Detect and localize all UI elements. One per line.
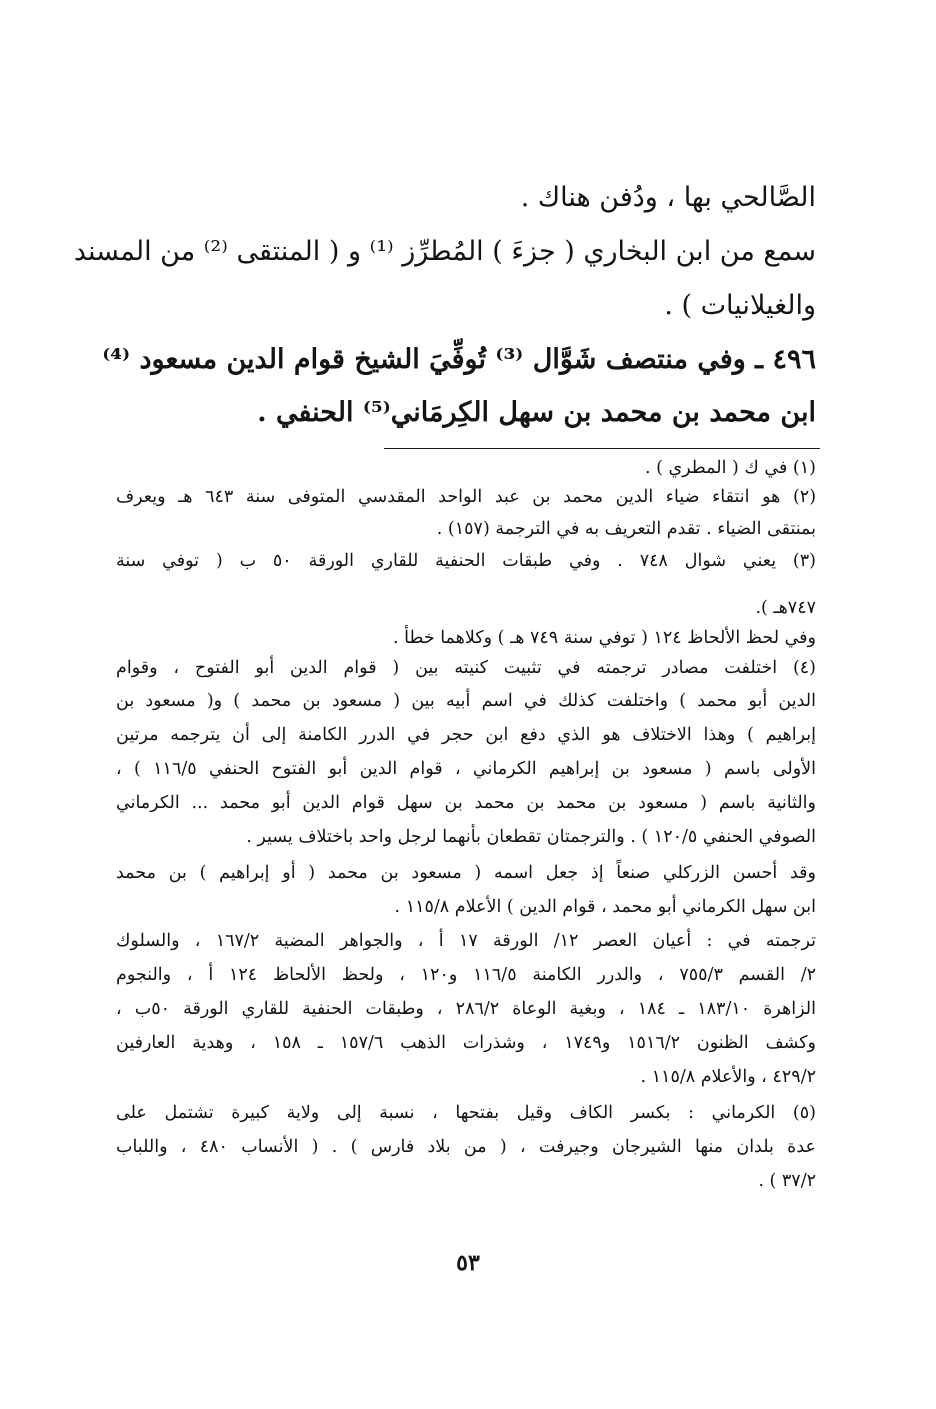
main-text-line-2: سمع من ابن البخاري ( جزءَ ) المُطرِّز ⁽¹⁾ و ( المنتقى ⁽²⁾ من المسند bbox=[73, 236, 816, 267]
footnote-line-6: وفي لحظ الألحاظ ١٢٤ ( توفي سنة ٧٤٩ هـ ) وكلاهما خطأ . bbox=[393, 628, 816, 648]
page-number: ٥٣ bbox=[456, 1250, 480, 1276]
footnote-line-9: إبراهيم ) وهذا الاختلاف هو الذي دفع ابن حجر في الدرر الكامنة إلى أن يترجمه مرتين bbox=[116, 725, 816, 745]
main-text-line-3: والغيلانيات ) . bbox=[664, 290, 816, 321]
footnote-line-15: ترجمته في : أعيان العصر ١٢/ الورقة ١٧ أ ، والجواهر المضية ١٦٧/٢ ، والسلوك bbox=[116, 931, 816, 951]
main-text-line-1: الصَّالحي بها ، ودُفن هناك . bbox=[520, 182, 816, 213]
entry-heading-line: ٤٩٦ ـ وفي منتصف شَوَّال ⁽³⁾ تُوفِّيَ الشيخ قوام الدين مسعود ⁽⁴⁾ bbox=[102, 344, 816, 375]
footnote-line-3: بمنتقى الضياء . تقدم التعريف به في الترجمة (١٥٧) . bbox=[436, 519, 816, 539]
footnote-line-5: ٧٤٧هـ ). bbox=[755, 598, 816, 618]
footnote-line-2: (٢) هو انتقاء ضياء الدين محمد بن عبد الواحد المقدسي المتوفى سنة ٦٤٣ هـ ويعرف bbox=[116, 487, 817, 507]
footnote-line-11: والثانية باسم ( مسعود بن محمد بن محمد بن سهل قوام الدين أبو محمد ... الكرماني bbox=[116, 793, 816, 813]
footnote-line-4: (٣) يعني شوال ٧٤٨ . وفي طبقات الحنفية للقاري الورقة ٥٠ ب ( توفي سنة bbox=[116, 551, 816, 571]
footnote-line-8: الدين أبو محمد ) واختلفت كذلك في اسم أبيه بين ( مسعود بن محمد ) و( مسعود بن bbox=[116, 691, 816, 711]
footnote-line-22: ٣٧/٢ ) . bbox=[758, 1171, 816, 1191]
entry-name-line: ابن محمد بن محمد بن سهل الكِرمَاني⁽⁵⁾ الحنفي . bbox=[257, 397, 816, 428]
footnote-line-18: وكشف الظنون ١٥١٦/٢ و١٧٤٩ ، وشذرات الذهب ١٥٧/٦ ـ ١٥٨ ، وهدية العارفين bbox=[116, 1033, 817, 1053]
footnote-line-19: ٤٢٩/٢ ، والأعلام ١١٥/٨ . bbox=[640, 1067, 816, 1087]
footnote-line-17: الزاهرة ١٨٣/١٠ ـ ١٨٤ ، وبغية الوعاة ٢٨٦/٢ ، وطبقات الحنفية للقاري الورقة ٥٠ب ، bbox=[116, 999, 817, 1019]
footnote-line-10: الأولى باسم ( مسعود بن إبراهيم الكرماني ، قوام الدين أبو الفتوح الحنفي ١١٦/٥ ) ، bbox=[116, 759, 816, 779]
footnote-line-13: وقد أحسن الزركلي صنعاً إذ جعل اسمه ( مسعود بن محمد ( أو إبراهيم ) بن محمد bbox=[116, 863, 816, 883]
footnote-line-1: (١) في ك ( المطري ) . bbox=[644, 458, 816, 478]
footnote-line-12: الصوفي الحنفي ١٢٠/٥ ) . والترجمتان تقطعان بأنهما لرجل واحد باختلاف يسير . bbox=[246, 827, 816, 847]
footnote-line-14: ابن سهل الكرماني أبو محمد ، قوام الدين ) الأعلام ١١٥/٨ . bbox=[394, 897, 816, 917]
footnote-line-21: عدة بلدان منها الشيرجان وجيرفت ، ( من بلاد فارس ) . ( الأنساب ٤٨٠ ، واللباب bbox=[116, 1137, 816, 1157]
footnote-line-20: (٥) الكرماني : بكسر الكاف وقيل بفتحها ، نسبة إلى ولاية كبيرة تشتمل على bbox=[116, 1103, 816, 1123]
footnote-line-16: ٢/ القسم ٧٥٥/٣ ، والدرر الكامنة ١١٦/٥ و١٢٠ ، ولحظ الألحاظ ١٢٤ أ ، والنجوم bbox=[116, 965, 817, 985]
footnote-line-7: (٤) اختلفت مصادر ترجمته في تثبيت كنيته بين ( قوام الدين أبو الفتوح ، وقوام bbox=[116, 658, 816, 678]
footnote-separator bbox=[384, 448, 820, 449]
